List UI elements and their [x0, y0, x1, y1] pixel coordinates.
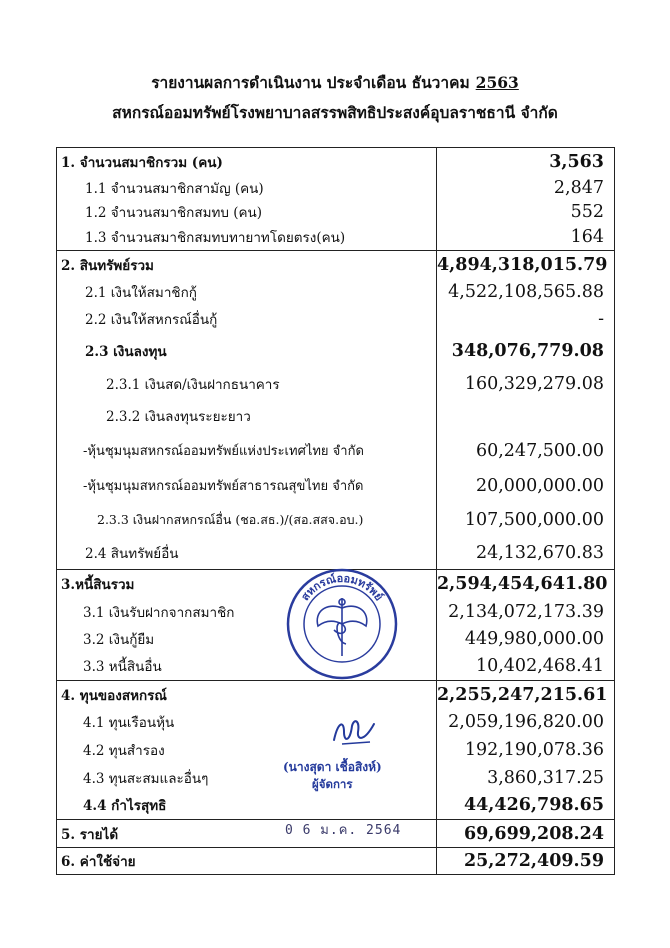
date-stamp: 0 6 ม.ค. 2564 [285, 823, 402, 838]
cooperative-name: สหกรณ์ออมทรัพย์โรงพยาบาลสรรพสิทธิประสงค์อุบลราชธานี จำกัด [112, 103, 558, 122]
row-label: 1.2 จำนวนสมาชิกสมทบ (คน) [57, 200, 437, 224]
row-value: 20,000,000.00 [437, 469, 615, 503]
row-label: 2. สินทรัพย์รวม [57, 251, 437, 279]
row-value: 107,500,000.00 [437, 503, 615, 537]
row-label: 4.2 ทุนสำรอง [57, 736, 437, 764]
row-label: -หุ้นชุมนุมสหกรณ์ออมทรัพย์สาธารณสุขไทย จำกัด [57, 469, 437, 503]
report-title [0, 70, 670, 95]
row-label: 2.2 เงินให้สหกรณ์อื่นกู้ [57, 306, 437, 333]
row-label: 4.1 ทุนเรือนหุ้น [57, 709, 437, 736]
table-row [57, 681, 615, 709]
row-value: 164 [437, 224, 615, 251]
table-row [57, 176, 615, 200]
table-row [57, 333, 615, 369]
row-value: 3,860,317.25 [437, 764, 615, 792]
row-label: 5. รายได้ [57, 820, 437, 848]
row-label: 2.3.1 เงินสด/เงินฝากธนาคาร [57, 369, 437, 399]
table-row [57, 503, 615, 537]
row-label: -หุ้นชุมนุมสหกรณ์ออมทรัพย์แห่งประเทศไทย จำกัด [57, 433, 437, 469]
row-value: 60,247,500.00 [437, 433, 615, 469]
row-label: 1.1 จำนวนสมาชิกสามัญ (คน) [57, 176, 437, 200]
row-value: 2,134,072,173.39 [437, 599, 615, 626]
row-value: 3,563 [437, 148, 615, 176]
table-row [57, 279, 615, 306]
row-value: 24,132,670.83 [437, 537, 615, 570]
row-label: 1. จำนวนสมาชิกรวม (คน) [57, 148, 437, 176]
row-value: 2,255,247,215.61 [437, 681, 615, 709]
table-row [57, 537, 615, 570]
row-value: 25,272,409.59 [437, 848, 615, 875]
row-label: 4.3 ทุนสะสมและอื่นๆ [57, 764, 437, 792]
handwritten-signature [330, 712, 378, 750]
row-value: 4,894,318,015.79 [437, 251, 615, 279]
table-row [57, 224, 615, 251]
table-row [57, 792, 615, 820]
seal-text: สหกรณ์ออมทรัพย์ [298, 571, 386, 604]
row-value: 4,522,108,565.88 [437, 279, 615, 306]
row-value: 2,847 [437, 176, 615, 200]
row-value [437, 399, 615, 433]
row-value: - [437, 306, 615, 333]
table-row [57, 306, 615, 333]
manager-role: ผู้จัดการ [312, 777, 353, 791]
report-year: 2563 [475, 73, 519, 92]
row-label: 2.3.2 เงินลงทุนระยะยาว [57, 399, 437, 433]
row-label: 2.4 สินทรัพย์อื่น [57, 537, 437, 570]
row-label: 2.3.3 เงินฝากสหกรณ์อื่น (ชอ.สธ.)/(สอ.สสจ.อบ.) [57, 503, 437, 537]
row-value: 2,594,454,641.80 [437, 570, 615, 599]
table-row [57, 433, 615, 469]
table-row [57, 148, 615, 176]
row-value: 348,076,779.08 [437, 333, 615, 369]
table-row [57, 469, 615, 503]
row-label: 2.1 เงินให้สมาชิกกู้ [57, 279, 437, 306]
table-row [57, 251, 615, 279]
cooperative-seal [286, 568, 398, 680]
row-label: 3.หนี้สินรวม [57, 570, 437, 599]
row-label: 2.3 เงินลงทุน [57, 333, 437, 369]
table-row [57, 200, 615, 224]
row-label: 3.3 หนี้สินอื่น [57, 653, 437, 681]
table-row [57, 848, 615, 875]
row-value: 10,402,468.41 [437, 653, 615, 681]
row-label: 4.4 กำไรสุทธิ [57, 792, 437, 820]
row-value: 44,426,798.65 [437, 792, 615, 820]
row-label: 3.1 เงินรับฝากจากสมาชิก [57, 599, 437, 626]
row-value: 160,329,279.08 [437, 369, 615, 399]
row-label: 6. ค่าใช้จ่าย [57, 848, 437, 875]
table-row [57, 369, 615, 399]
row-label: 4. ทุนของสหกรณ์ [57, 681, 437, 709]
manager-name: (นางสุดา เชื้อสิงห์) [283, 760, 382, 774]
row-value: 192,190,078.36 [437, 736, 615, 764]
row-value: 2,059,196,820.00 [437, 709, 615, 736]
row-value: 552 [437, 200, 615, 224]
row-label: 3.2 เงินกู้ยืม [57, 626, 437, 653]
row-value: 449,980,000.00 [437, 626, 615, 653]
row-label: 1.3 จำนวนสมาชิกสมทบทายาทโดยตรง(คน) [57, 224, 437, 251]
table-row [57, 399, 615, 433]
row-value: 69,699,208.24 [437, 820, 615, 848]
report-title-text: รายงานผลการดำเนินงาน ประจำเดือน ธันวาคม [151, 73, 470, 92]
